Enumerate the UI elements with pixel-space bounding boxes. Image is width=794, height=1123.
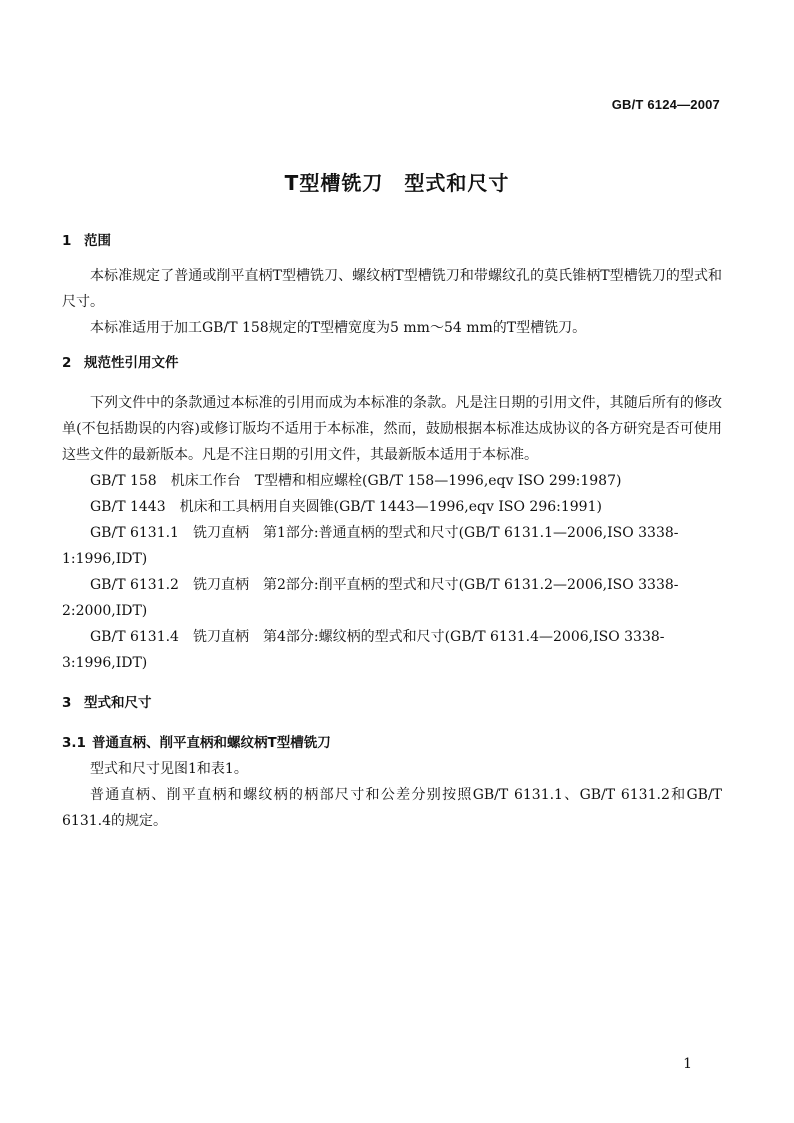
section-heading-scope [62,228,722,254]
document-body [62,228,722,834]
paragraph: 下列文件中的条款通过本标准的引用而成为本标准的条款。凡是注日期的引用文件，其随后所有的修改单(不包括勘误的内容)或修订版均不适用于本标准，然而，鼓励根据本标准达成协议的各方研究是否可使用这些文件的最新版本。凡是不注日期的引用文件，其最新版本适用于本标准。 [62,395,722,463]
paragraph: 型式和尺寸见图1和表1。 [90,761,248,777]
section-title: 型式和尺寸 [84,695,152,711]
section-number: 1 [62,233,72,249]
section-title: 规范性引用文件 [84,355,179,371]
section-heading-types-and-dimensions [62,690,722,716]
section-title: 范围 [84,233,111,249]
page-number: 1 [683,1056,692,1072]
subsection-heading [62,730,722,756]
reference-item: GB/T 6131.4 铣刀直柄 第4部分:螺纹柄的型式和尺寸(GB/T 6131.4—2006,ISO 3338-3:1996,IDT) [62,629,665,671]
reference-item: GB/T 6131.1 铣刀直柄 第1部分:普通直柄的型式和尺寸(GB/T 6131.1—2006,ISO 3338-1:1996,IDT) [62,525,679,567]
paragraph: 普通直柄、削平直柄和螺纹柄的柄部尺寸和公差分别按照GB/T 6131.1、GB/T 6131.2和GB/T 6131.4的规定。 [62,787,722,829]
reference-item: GB/T 6131.2 铣刀直柄 第2部分:削平直柄的型式和尺寸(GB/T 6131.2—2006,ISO 3338-2:2000,IDT) [62,577,679,619]
standard-number: GB/T 6124—2007 [611,97,720,112]
subsection-number: 3.1 [62,735,86,751]
subsection-title: 普通直柄、削平直柄和螺纹柄T型槽铣刀 [92,735,331,751]
reference-item: GB/T 1443 机床和工具柄用自夹圆锥(GB/T 1443—1996,eqv ISO 296:1991) [90,499,602,515]
reference-item: GB/T 158 机床工作台 T型槽和相应螺栓(GB/T 158—1996,eqv ISO 299:1987) [90,473,622,489]
page-title: T型槽铣刀 型式和尺寸 [284,171,510,195]
section-number: 3 [62,695,72,711]
paragraph: 本标准适用于加工GB/T 158规定的T型槽宽度为5 mm～54 mm的T型槽铣刀。 [90,320,587,336]
section-heading-normative-references [62,350,722,376]
section-number: 2 [62,355,72,371]
paragraph: 本标准规定了普通或削平直柄T型槽铣刀、螺纹柄T型槽铣刀和带螺纹孔的莫氏锥柄T型槽铣刀的型式和尺寸。 [62,268,722,310]
